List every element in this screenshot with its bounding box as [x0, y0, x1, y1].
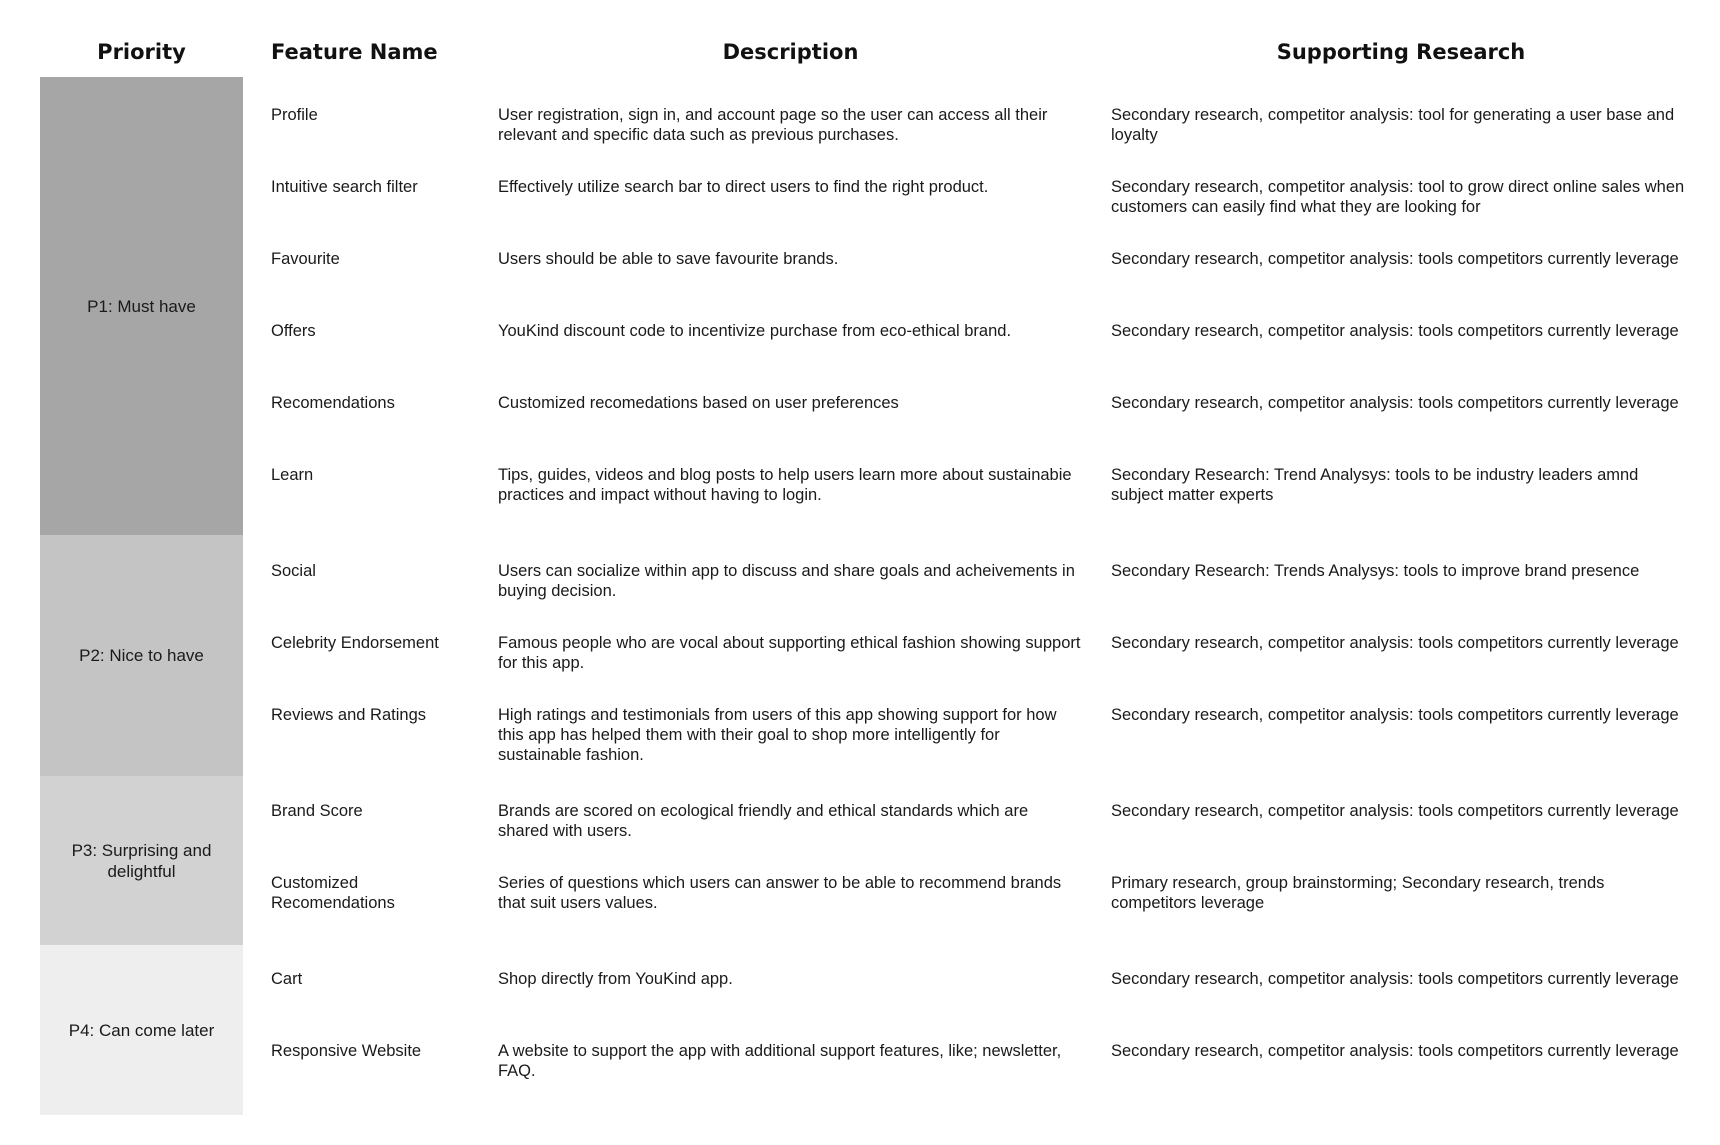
feature-research: Secondary research, competitor analysis: tools competitors currently leverage — [1111, 394, 1679, 412]
feature-description: YouKind discount code to incentivize purchase from eco-ethical brand. — [498, 322, 1012, 340]
header-feature-name: Feature Name — [271, 40, 438, 64]
table-row — [0, 801, 1720, 861]
table-row — [0, 561, 1720, 621]
feature-research: Secondary research, competitor analysis: tool for generating a user base and loyalty — [1111, 106, 1675, 144]
feature-research: Secondary research, competitor analysis: tools competitors currently leverage — [1111, 706, 1679, 724]
feature-name: Customized Recomendations — [271, 874, 395, 912]
table-row — [0, 465, 1720, 525]
feature-description: A website to support the app with additional support features, like; newsletter, FAQ. — [498, 1042, 1062, 1080]
table-row — [0, 705, 1720, 765]
feature-research: Secondary research, competitor analysis: tools competitors currently leverage — [1111, 1042, 1679, 1060]
feature-research: Secondary research, competitor analysis: tools competitors currently leverage — [1111, 970, 1679, 988]
table-row — [0, 873, 1720, 933]
feature-description: Famous people who are vocal about supporting ethical fashion showing support for this app. — [498, 634, 1081, 672]
feature-name: Celebrity Endorsement — [271, 634, 439, 652]
feature-name: Cart — [271, 970, 303, 988]
feature-description: High ratings and testimonials from users of this app showing support for how this app has helped them with their goal to shop more intelligently for sustainable fashion. — [498, 706, 1057, 764]
feature-name: Learn — [271, 466, 314, 484]
table-row — [0, 321, 1720, 381]
feature-description: Shop directly from YouKind app. — [498, 970, 733, 988]
feature-research: Secondary Research: Trends Analysys: tools to improve brand presence — [1111, 562, 1640, 580]
feature-name: Profile — [271, 106, 318, 124]
feature-research: Secondary research, competitor analysis: tools competitors currently leverage — [1111, 802, 1679, 820]
feature-research: Secondary research, competitor analysis: tools competitors currently leverage — [1111, 250, 1679, 268]
table-row — [0, 633, 1720, 693]
feature-name: Favourite — [271, 250, 340, 268]
table-row — [0, 393, 1720, 453]
feature-research: Secondary research, competitor analysis: tools competitors currently leverage — [1111, 322, 1679, 340]
feature-research: Secondary research, competitor analysis: tool to grow direct online sales when customers can easily find what they are looking for — [1111, 178, 1685, 216]
table-row — [0, 969, 1720, 1029]
priority-band-p4: P4: Can come later — [40, 945, 243, 1115]
feature-research: Secondary Research: Trend Analysys: tools to be industry leaders amnd subject matter experts — [1111, 466, 1639, 504]
feature-description: User registration, sign in, and account page so the user can access all their relevant and specific data such as previous purchases. — [498, 106, 1048, 144]
feature-name: Intuitive search filter — [271, 178, 418, 196]
feature-name: Social — [271, 562, 316, 580]
feature-name: Brand Score — [271, 802, 363, 820]
feature-description: Customized recomedations based on user preferences — [498, 394, 899, 412]
feature-description: Users can socialize within app to discuss and share goals and acheivements in buying decision. — [498, 562, 1075, 600]
feature-name: Offers — [271, 322, 316, 340]
priority-band-p3: P3: Surprising and delightful — [40, 776, 243, 945]
feature-description: Series of questions which users can answer to be able to recommend brands that suit users values. — [498, 874, 1062, 912]
feature-research: Primary research, group brainstorming; Secondary research, trends competitors leverage — [1111, 874, 1605, 912]
table-row — [0, 249, 1720, 309]
priority-band-p1: P1: Must have — [40, 77, 243, 535]
feature-name: Reviews and Ratings — [271, 706, 426, 724]
feature-research: Secondary research, competitor analysis: tools competitors currently leverage — [1111, 634, 1679, 652]
feature-description: Users should be able to save favourite brands. — [498, 250, 839, 268]
feature-description: Tips, guides, videos and blog posts to help users learn more about sustainabie practices and impact without having to login. — [498, 466, 1072, 504]
header-priority: Priority — [97, 40, 186, 64]
table-row — [0, 105, 1720, 165]
feature-description: Brands are scored on ecological friendly and ethical standards which are shared with users. — [498, 802, 1029, 840]
header-description: Description — [722, 40, 859, 64]
feature-name: Responsive Website — [271, 1042, 422, 1060]
table-row — [0, 1041, 1720, 1101]
feature-name: Recomendations — [271, 394, 395, 412]
feature-description: Effectively utilize search bar to direct users to find the right product. — [498, 178, 989, 196]
priority-band-p2: P2: Nice to have — [40, 535, 243, 776]
table-row — [0, 177, 1720, 237]
header-supporting-research: Supporting Research — [1276, 40, 1526, 64]
